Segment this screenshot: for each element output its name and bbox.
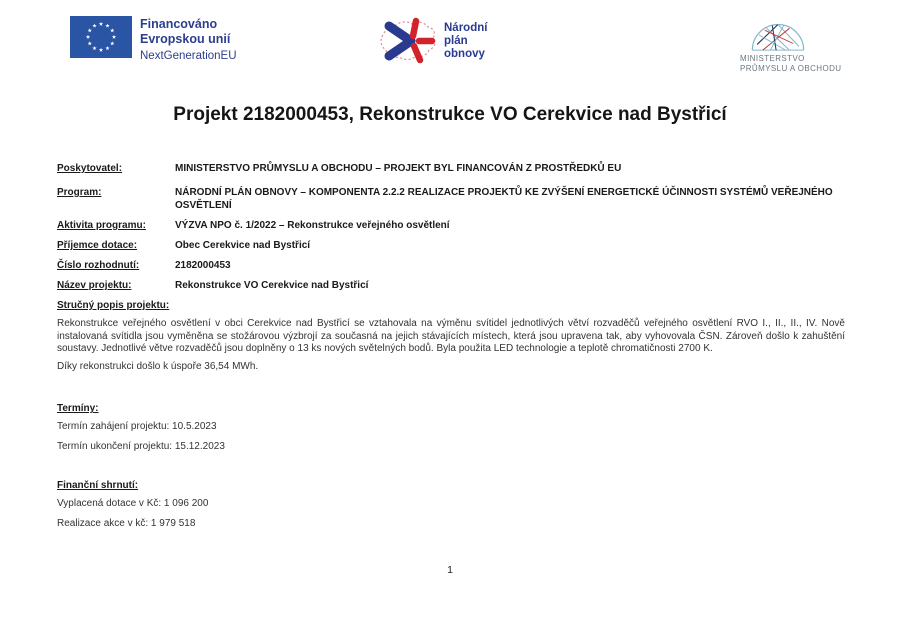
term-end-line: Termín ukončení projektu: 15.12.2023 [57, 441, 225, 453]
term-start-line: Termín zahájení projektu: 10.5.2023 [57, 421, 217, 433]
info-value: Rekonstrukce VO Cerekvice nad Bystřicí [175, 280, 369, 291]
mpo-logo-text-line2: PRŮMYSLU A OBCHODU [740, 63, 842, 73]
info-label: Název projektu: [57, 280, 132, 291]
eu-logo-text-line2: Evropskou unií [140, 32, 231, 46]
npo-logo [378, 15, 487, 67]
info-label: Poskytovatel: [57, 163, 123, 174]
mpo-globe-icon [746, 15, 810, 53]
npo-logo-text-line2: plán [444, 35, 468, 47]
eu-logo-text-line3: NextGenerationEU [140, 50, 237, 62]
page-number: 1 [447, 564, 453, 576]
info-label: Aktivita programu: [57, 220, 146, 231]
mpo-logo [740, 15, 841, 73]
npo-logo-text-line1: Národní [444, 22, 488, 34]
document-body [57, 163, 845, 530]
terms-heading: Termíny: [57, 403, 99, 415]
info-value: MINISTERSTVO PRŮMYSLU A OBCHODU – PROJEKT BYL FINANCOVÁN Z PROSTŘEDKŮ EU [175, 163, 622, 174]
info-row-program [57, 187, 845, 212]
info-row-project-name [57, 280, 845, 293]
info-label: Příjemce dotace: [57, 240, 138, 251]
info-value: VÝZVA NPO č. 1/2022 – Rekonstrukce veřejného osvětlení [175, 220, 450, 231]
npo-logo-icon [378, 15, 436, 67]
info-value: NÁRODNÍ PLÁN OBNOVY – KOMPONENTA 2.2.2 REALIZACE PROJEKTŮ KE ZVÝŠENÍ ENERGETICKÉ ÚČINNOSTI SYSTÉMŮ VEŘEJNÉHO OSVĚTLENÍ [175, 187, 833, 211]
eu-logo-text-line1: Financováno [140, 17, 218, 31]
finance-paid-line: Vyplacená dotace v Kč: 1 096 200 [57, 497, 209, 509]
description-heading: Stručný popis projektu: [57, 300, 170, 311]
info-value: 2182000453 [175, 260, 231, 271]
savings-line: Díky rekonstrukci došlo k úspoře 36,54 MWh. [57, 360, 259, 372]
mpo-logo-text-line1: MINISTERSTVO [740, 54, 805, 63]
finance-heading: Finanční shrnutí: [57, 479, 139, 491]
info-row-activity [57, 220, 845, 233]
description-paragraph: Rekonstrukce veřejného osvětlení v obci Cerekvice nad Bystřicí se vztahovala na výměnu svítidel jednotlivých větví rozvaděčů veřejného osvětlení RVO I., II., II., IV. Nově instalovaná svítidla jsou vyměněna se stožárovou výzbrojí za současná na jejich stávajících místech, která jsou upravena tak, aby vyhovovala ČSN. Zároveň došlo k zahuštění soustavy. Jednotlivé větve rozvaděčů jsou doplněny o 13 ks nových světelných bodů. Byla použita LED technologie a teplotě chromatičnosti 2700 K. [57, 318, 845, 355]
info-row-provider [57, 163, 845, 176]
eu-funding-logo [70, 16, 237, 63]
info-row-decision-number [57, 260, 845, 273]
info-value: Obec Cerekvice nad Bystřicí [175, 240, 311, 251]
eu-flag-icon [70, 16, 132, 58]
finance-realization-line: Realizace akce v kč: 1 979 518 [57, 517, 196, 529]
info-label: Číslo rozhodnutí: [57, 260, 140, 271]
npo-logo-text-line3: obnovy [444, 48, 485, 60]
page-title: Projekt 2182000453, Rekonstrukce VO Cerekvice nad Bystřicí [173, 104, 727, 125]
info-row-recipient [57, 240, 845, 253]
info-label: Program: [57, 187, 102, 198]
